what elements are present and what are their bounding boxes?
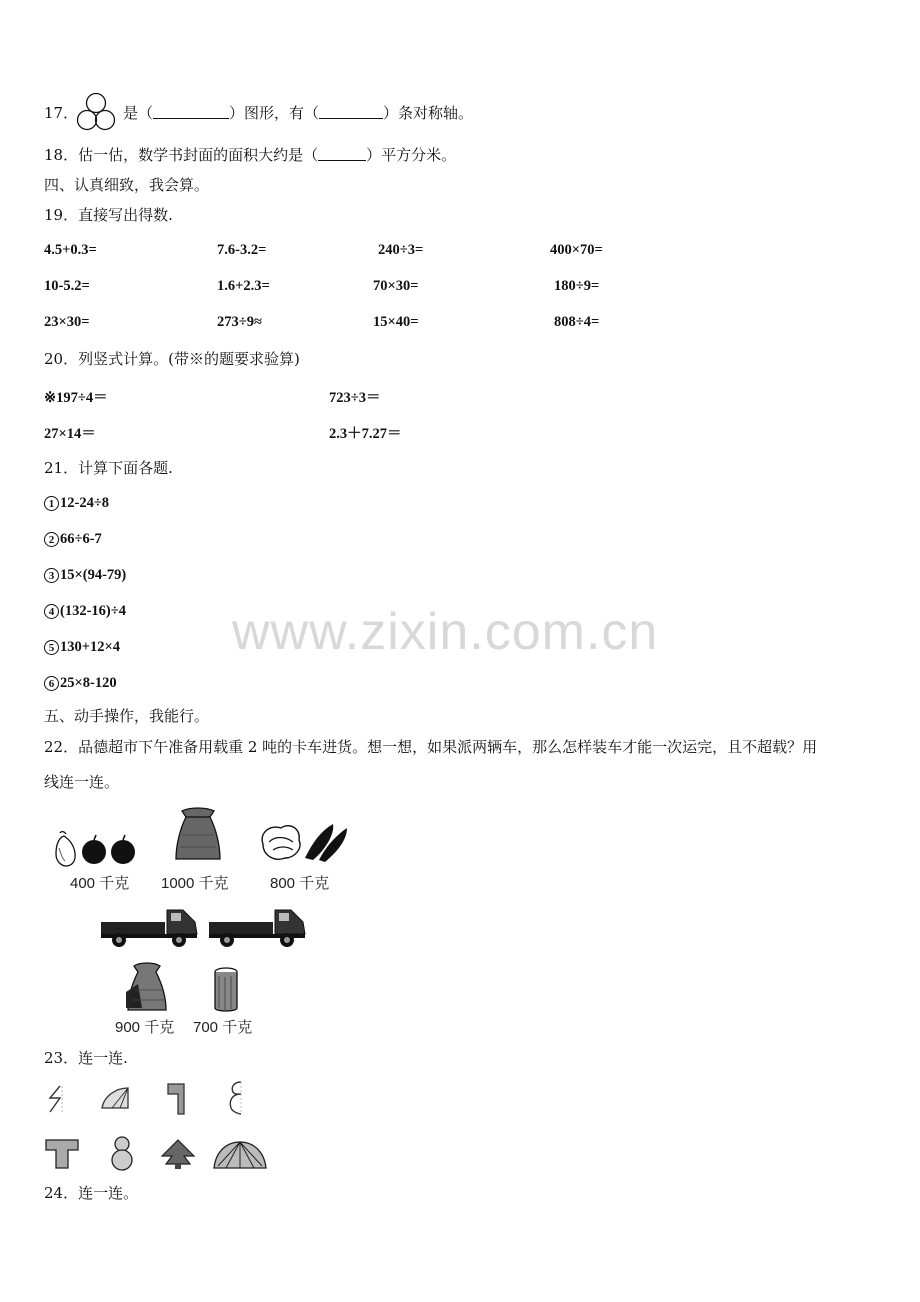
question-19-title: 19．直接写出得数.: [44, 206, 173, 224]
q19-item: 4.5+0.3=: [44, 242, 97, 258]
q19-item: 240÷3=: [378, 242, 424, 258]
fruit-icon: [50, 828, 140, 868]
sack-icon: [120, 962, 174, 1014]
question-18: 18．估一估，数学书封面的面积大约是（ ）平方分米。: [44, 146, 457, 164]
q19-item: 180÷9=: [554, 278, 600, 294]
answer-blank-shape[interactable]: [153, 104, 229, 119]
q21-item: 2 66÷6-7: [44, 531, 102, 548]
q21-item: 4 (132-16)÷4: [44, 603, 126, 620]
q19-item: 70×30=: [373, 278, 419, 294]
q19-item: 15×40=: [373, 314, 419, 330]
q20-item: 2.3＋7.27＝: [329, 426, 402, 442]
answer-blank-area[interactable]: [318, 146, 366, 161]
question-17: [44, 103, 78, 123]
sack-icon: [168, 805, 228, 865]
umbrella-shape-icon: [212, 1140, 268, 1172]
q19-item: 7.6-3.2=: [217, 242, 267, 258]
label-1000kg: 1000 千克: [161, 875, 229, 892]
question-17-text: 是（ ）图形，有（ ）条对称轴。: [123, 104, 474, 122]
barrel-icon: [211, 966, 241, 1014]
q20-item: ※197÷4＝: [44, 390, 108, 406]
q21-item: 3 15×(94-79): [44, 567, 126, 584]
question-23-title: 23．连一连.: [44, 1049, 128, 1067]
q21-item: 1 12-24÷8: [44, 495, 109, 512]
question-21-title: 21．计算下面各题.: [44, 459, 173, 477]
vegetables-icon: [255, 818, 351, 864]
half-zigzag-shape-icon: [44, 1084, 66, 1116]
q20-item: 27×14＝: [44, 426, 96, 442]
watermark: www.zixin.com.cn: [232, 603, 659, 661]
label-400kg: 400 千克: [70, 875, 130, 892]
circled-number-5: 5: [44, 640, 59, 655]
section-4-heading: 四、认真细致，我会算。: [44, 176, 210, 194]
half-umbrella-icon: [100, 1084, 130, 1112]
truck-icon: [99, 900, 201, 950]
question-22-line2: 线连一连。: [44, 773, 120, 791]
circled-number-2: 2: [44, 532, 59, 547]
q21-item: 6 25×8-120: [44, 675, 117, 692]
truck-icon: [207, 900, 309, 950]
circled-number-3: 3: [44, 568, 59, 583]
q19-item: 23×30=: [44, 314, 90, 330]
circled-number-1: 1: [44, 496, 59, 511]
label-800kg: 800 千克: [270, 875, 330, 892]
half-tree-icon: [164, 1082, 188, 1116]
circled-number-4: 4: [44, 604, 59, 619]
tree-shape-icon: [160, 1138, 196, 1170]
answer-blank-axes[interactable]: [319, 104, 383, 119]
question-17-number: 17．: [44, 104, 79, 122]
q19-item: 400×70=: [550, 242, 603, 258]
q19-item: 10-5.2=: [44, 278, 90, 294]
three-circles-figure: [74, 92, 118, 132]
question-24-title: 24．连一连。: [44, 1184, 139, 1202]
label-700kg: 700 千克: [193, 1019, 253, 1036]
q19-item: 1.6+2.3=: [217, 278, 270, 294]
label-900kg: 900 千克: [115, 1019, 175, 1036]
q20-item: 723÷3＝: [329, 390, 381, 406]
section-5-heading: 五、动手操作，我能行。: [44, 707, 210, 725]
gourd-shape-icon: [107, 1134, 137, 1172]
q19-item: 808÷4=: [554, 314, 600, 330]
mushroom-shape-icon: [44, 1136, 80, 1170]
q19-item: 273÷9≈: [217, 314, 262, 330]
circled-number-6: 6: [44, 676, 59, 691]
q21-item: 5 130+12×4: [44, 639, 120, 656]
half-gourd-icon: [225, 1080, 245, 1116]
question-22-line1: 22．品德超市下午准备用载重 2 吨的卡车进货。想一想，如果派两辆车，那么怎样装车才能一次运完，且不超载？用: [44, 738, 818, 756]
question-20-title: 20．列竖式计算。(带※的题要求验算): [44, 350, 300, 368]
